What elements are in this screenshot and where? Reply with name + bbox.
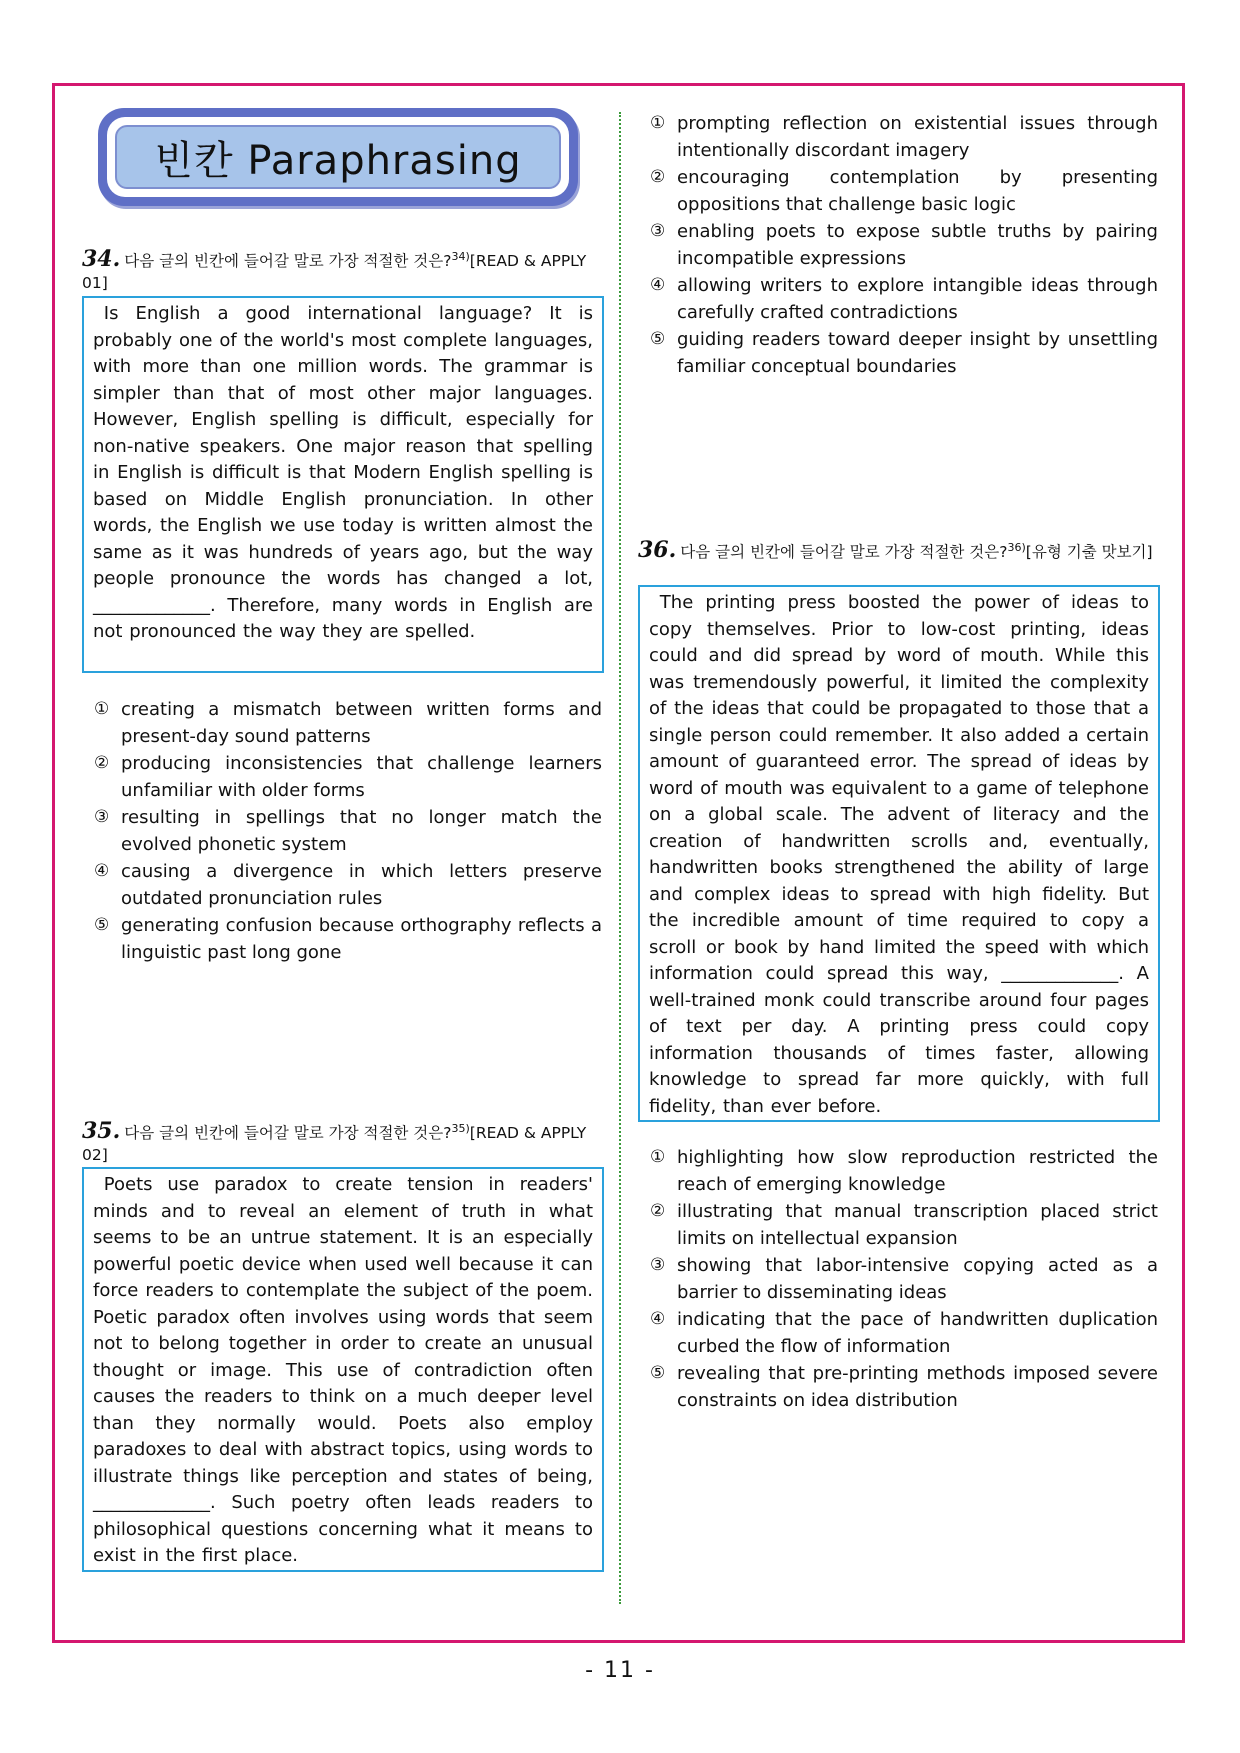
- choice-text: indicating that the pace of handwritten duplication curbed the flow of information: [677, 1309, 1158, 1357]
- choice-text: guiding readers toward deeper insight by unsettling familiar conceptual boundaries: [677, 329, 1158, 377]
- choice-text: prompting reflection on existential issues through intentionally discordant imagery: [677, 113, 1158, 161]
- choice-1[interactable]: [650, 1144, 1158, 1198]
- question-36-choices: [650, 1144, 1158, 1414]
- question-34-passage: [82, 296, 604, 673]
- choice-text: creating a mismatch between written forms and present-day sound patterns: [121, 699, 602, 747]
- choice-text: producing inconsistencies that challenge learners unfamiliar with older forms: [121, 753, 602, 801]
- question-36-header: [638, 537, 1160, 563]
- choice-3[interactable]: [650, 218, 1158, 272]
- passage-text: Poets use paradox to create tension in readers' minds and to reveal an element of truth in what seems to be an untrue statement. It is an especially powerful poetic device when used well because it can force readers to contemplate the subject of the poem. Poetic paradox often involves using words that seem not to belong together in order to create an unusual thought or image. This use of contradiction often causes the readers to think on a much deeper level than they normally would. Poets also employ paradoxes to deal with abstract topics, using words to illustrate things like perception and states of being, _____________. Such poetry often leads readers to philosophical questions concerning what it means to exist in the first place.: [93, 1174, 593, 1566]
- question-footnote: 36): [1007, 541, 1026, 554]
- choice-5[interactable]: [650, 326, 1158, 380]
- choice-text: causing a divergence in which letters preserve outdated pronunciation rules: [121, 861, 602, 909]
- choice-mark: ①: [650, 113, 666, 133]
- choice-text: encouraging contemplation by presenting oppositions that challenge basic logic: [677, 167, 1158, 215]
- choice-mark: ③: [650, 221, 666, 241]
- question-prompt: 다음 글의 빈칸에 들어갈 말로 가장 적절한 것은?: [124, 1124, 452, 1143]
- passage-text: The printing press boosted the power of ideas to copy themselves. Prior to low-cost printing, ideas could and did spread by word of mouth. While this was tremendously powerful, it limited the complexity of the ideas that could be propagated to those that a single person could remember. It also added a certain amount of guaranteed error. The spread of ideas by word of mouth was equivalent to a game of telephone on a global scale. The advent of literacy and the creation of handwritten scrolls and, eventually, handwritten books strengthened the ability of large and complex ideas to spread with high fidelity. But the incredible amount of time required to copy a scroll or book by hand limited the speed with which information could spread this way, _____________. A well-trained monk could transcribe around four pages of text per day. A printing press could copy information thousands of times faster, allowing knowledge to spread far more quickly, with full fidelity, than ever before.: [649, 592, 1149, 1117]
- question-footnote: 35): [451, 1122, 470, 1135]
- choice-text: revealing that pre-printing methods imposed severe constraints on idea distribution: [677, 1363, 1158, 1411]
- question-prompt: 다음 글의 빈칸에 들어갈 말로 가장 적절한 것은?: [124, 252, 452, 271]
- choice-text: enabling poets to expose subtle truths by pairing incompatible expressions: [677, 221, 1158, 269]
- choice-mark: ②: [94, 753, 110, 773]
- choice-text: illustrating that manual transcription placed strict limits on intellectual expansion: [677, 1201, 1158, 1249]
- passage-text: Is English a good international language? It is probably one of the world's most complete languages, with more than one million words. The grammar is simpler than that of most other major languages. However, English spelling is difficult, especially for non-native speakers. One major reason that spelling in English is difficult is that Modern English spelling is based on Middle English pronunciation. In other words, the English we use today is written almost the same as it was hundreds of years ago, but the way people pronounce the words has changed a lot, _____________. Therefore, many words in English are not pronounced the way they are spelled.: [93, 303, 593, 642]
- question-35-passage: [82, 1167, 604, 1572]
- column-divider: [619, 112, 621, 1604]
- choice-text: generating confusion because orthography reflects a linguistic past long gone: [121, 915, 602, 963]
- section-banner: [98, 108, 578, 206]
- choice-mark: ④: [650, 275, 666, 295]
- choice-mark: ⑤: [650, 329, 666, 349]
- banner-title: 빈칸 Paraphrasing: [115, 125, 561, 189]
- question-34-header: [82, 246, 604, 294]
- choice-3[interactable]: [94, 804, 602, 858]
- question-number: 36.: [638, 537, 677, 564]
- choice-4[interactable]: [94, 858, 602, 912]
- choice-mark: ③: [94, 807, 110, 827]
- question-35-choices: [650, 110, 1158, 380]
- question-footnote: 34): [451, 250, 470, 263]
- choice-text: allowing writers to explore intangible ideas through carefully crafted contradictions: [677, 275, 1158, 323]
- question-source: [READ & APPLY 01]: [82, 252, 587, 293]
- choice-mark: ③: [650, 1255, 666, 1275]
- choice-5[interactable]: [650, 1360, 1158, 1414]
- choice-mark: ①: [94, 699, 110, 719]
- question-source: [READ & APPLY 02]: [82, 1124, 587, 1165]
- choice-2[interactable]: [650, 1198, 1158, 1252]
- choice-2[interactable]: [94, 750, 602, 804]
- question-34-choices: [94, 696, 602, 966]
- question-36-passage: [638, 585, 1160, 1122]
- choice-mark: ⑤: [650, 1363, 666, 1383]
- choice-4[interactable]: [650, 272, 1158, 326]
- choice-mark: ②: [650, 167, 666, 187]
- choice-1[interactable]: [94, 696, 602, 750]
- question-prompt: 다음 글의 빈칸에 들어갈 말로 가장 적절한 것은?: [680, 543, 1008, 562]
- choice-mark: ⑤: [94, 915, 110, 935]
- choice-5[interactable]: [94, 912, 602, 966]
- choice-1[interactable]: [650, 110, 1158, 164]
- choice-2[interactable]: [650, 164, 1158, 218]
- choice-mark: ④: [650, 1309, 666, 1329]
- question-35-header: [82, 1118, 604, 1166]
- choice-text: resulting in spellings that no longer match the evolved phonetic system: [121, 807, 602, 855]
- choice-text: showing that labor-intensive copying acted as a barrier to disseminating ideas: [677, 1255, 1158, 1303]
- choice-4[interactable]: [650, 1306, 1158, 1360]
- banner-inner: [107, 117, 569, 197]
- choice-mark: ②: [650, 1201, 666, 1221]
- question-source: [유형 기출 맛보기]: [1025, 543, 1153, 562]
- question-number: 35.: [82, 1118, 121, 1145]
- choice-mark: ④: [94, 861, 110, 881]
- question-number: 34.: [82, 246, 121, 273]
- choice-text: highlighting how slow reproduction restricted the reach of emerging knowledge: [677, 1147, 1158, 1195]
- choice-mark: ①: [650, 1147, 666, 1167]
- choice-3[interactable]: [650, 1252, 1158, 1306]
- page-number: - 11 -: [585, 1658, 655, 1683]
